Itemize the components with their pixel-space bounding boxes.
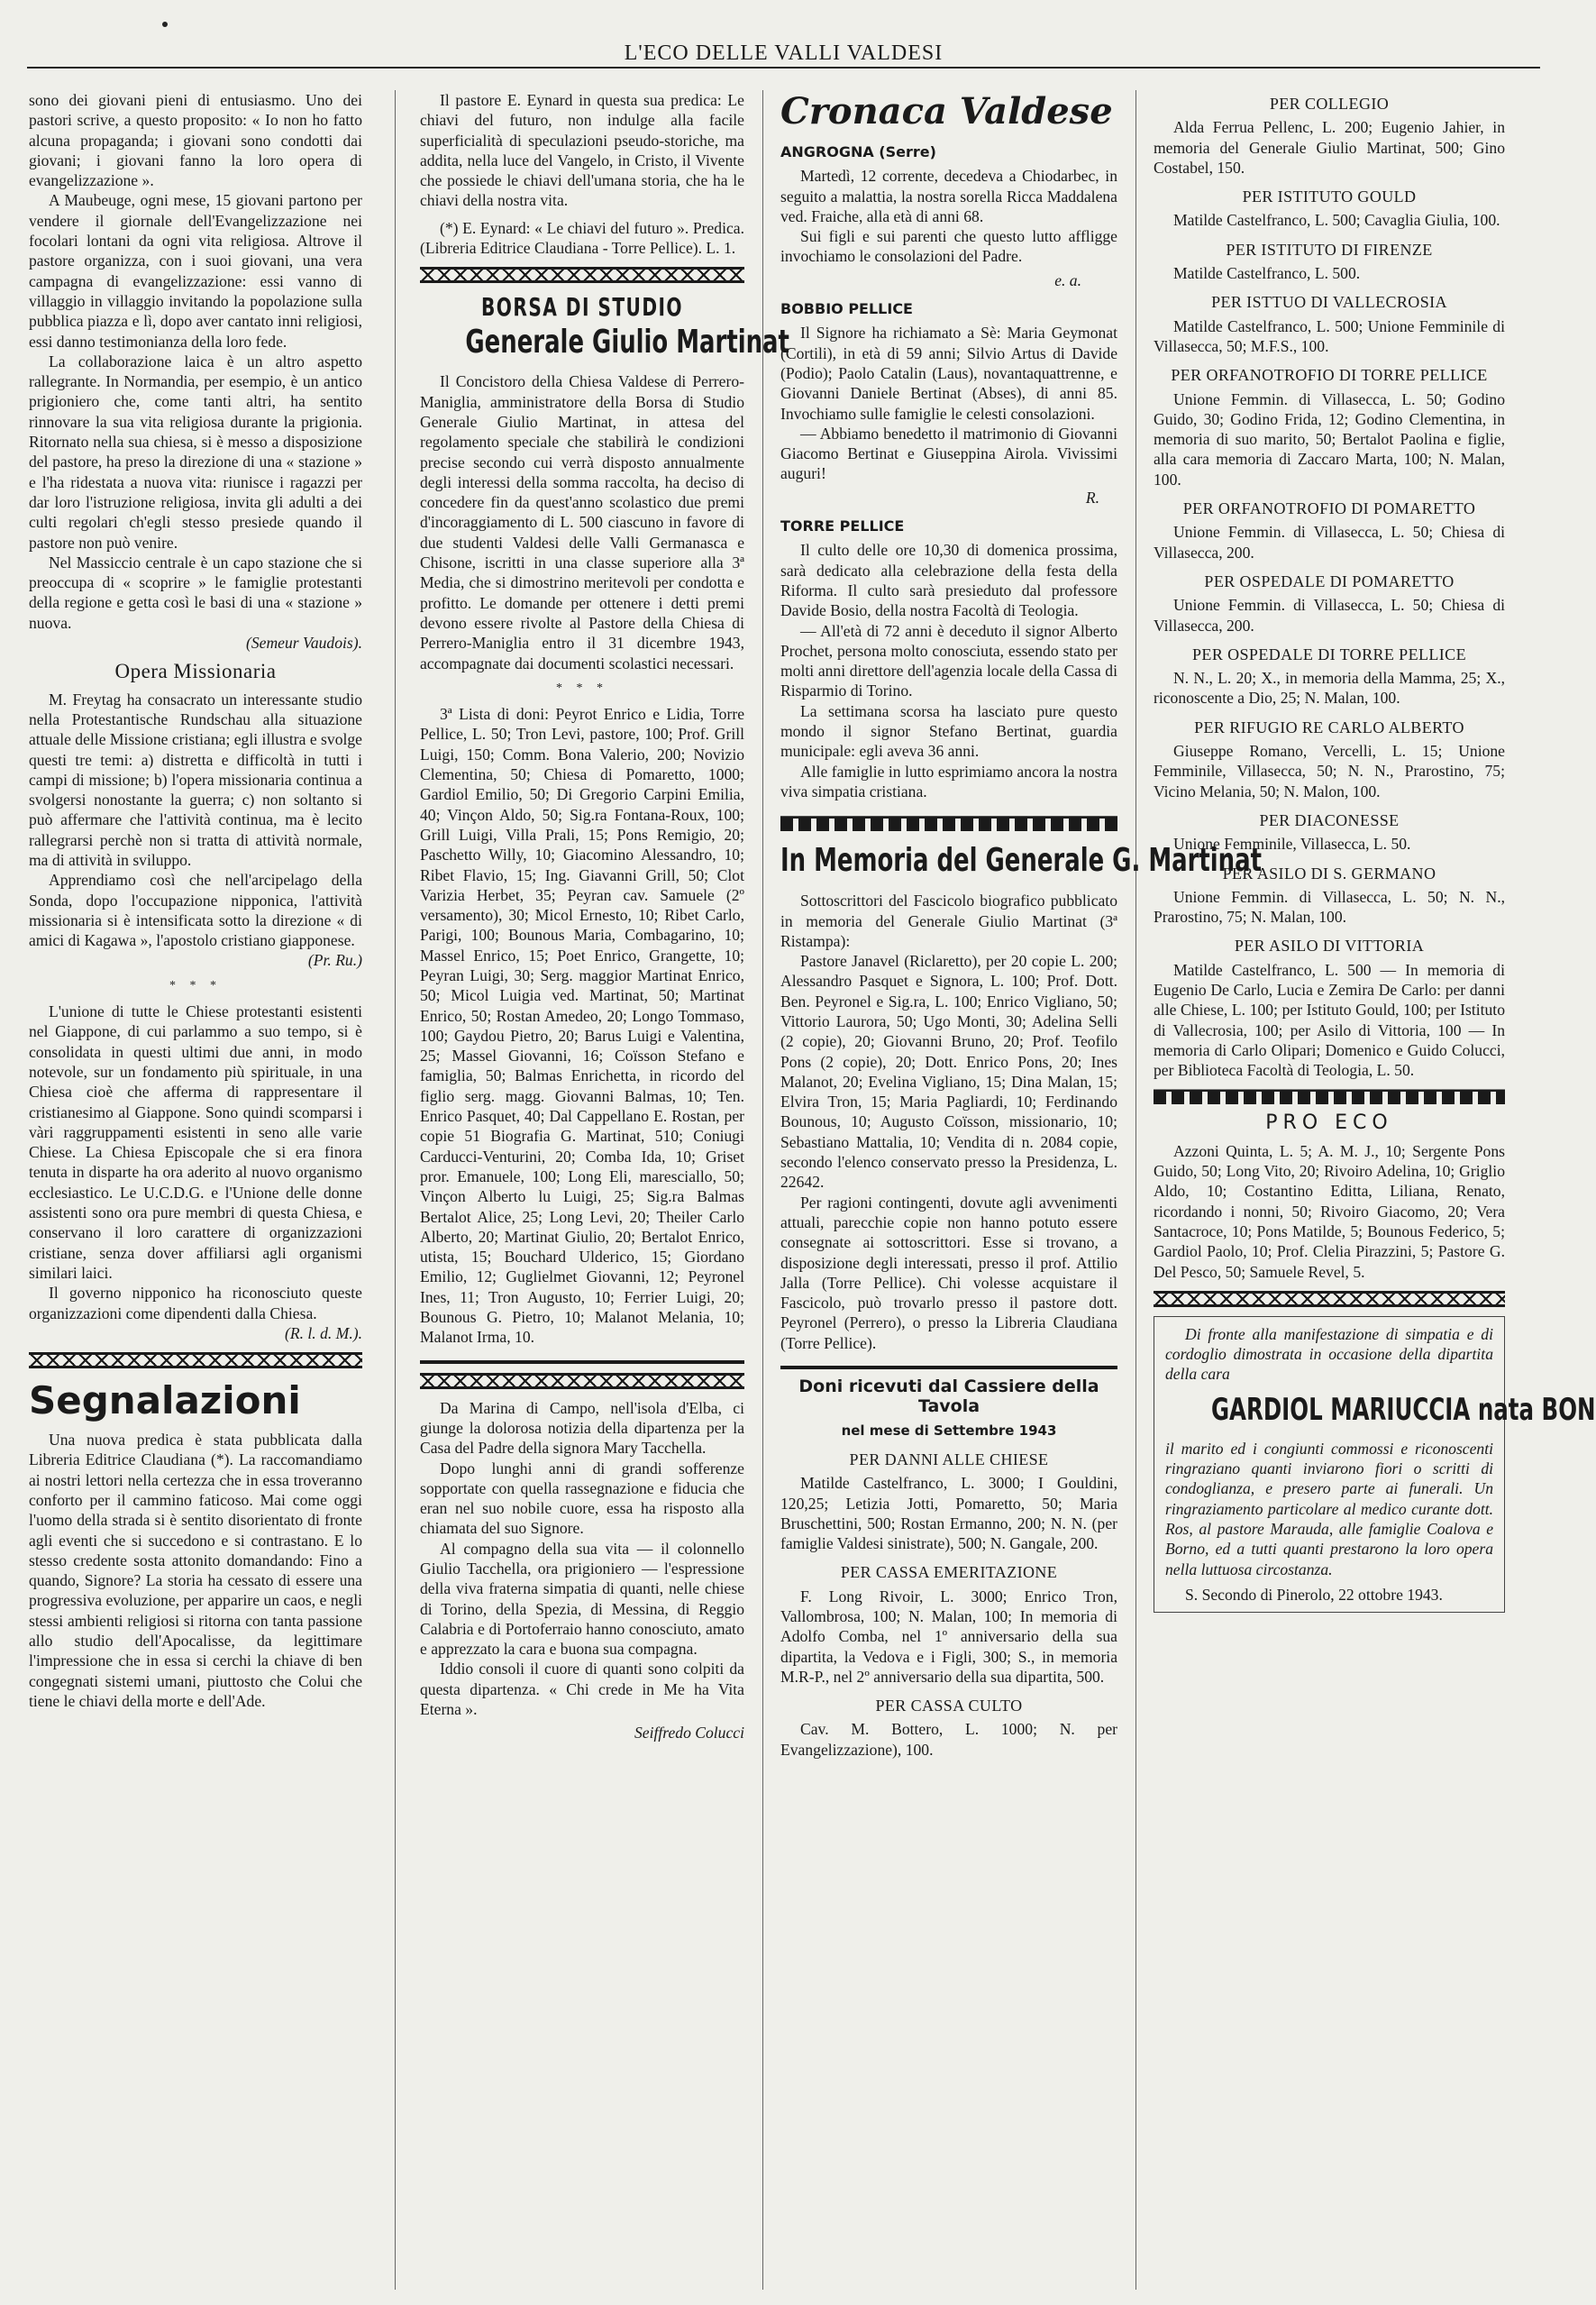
donor-list: Matilde Castelfranco, L. 500. xyxy=(1173,264,1361,283)
fund-heading: PER CASSA EMERITAZIONE xyxy=(840,1563,1058,1582)
fund-heading: PER ISTITUTO DI FIRENZE xyxy=(1226,240,1433,259)
fund-heading: PER ASILO DI S. GERMANO xyxy=(1222,864,1436,883)
column-divider xyxy=(1135,90,1136,2290)
section-heading: Segnalazioni xyxy=(29,1378,301,1423)
separator-stars: * * * xyxy=(556,681,608,695)
fund-heading: PER DANNI ALLE CHIESE xyxy=(849,1450,1049,1468)
ornamental-rule xyxy=(780,816,1117,831)
ornamental-rule xyxy=(1154,1291,1505,1307)
footnote: (*) E. Eynard: « Le chiavi del futuro ». Predica. (Libreria Editrice Claudiana - Torre Pellice). L. 1. xyxy=(420,218,744,258)
section-heading: PRO ECO xyxy=(1265,1111,1393,1135)
paragraph: Il culto delle ore 10,30 di domenica prossima, sarà dedicato alla celebrazione della festa della Riforma. Il culto sarà presieduto dal professore Davide Bosio, della nostra Facoltà di Teologia. xyxy=(780,541,1117,620)
paragraph: il marito ed i congiunti commossi e riconoscenti ringraziano quanti inviarono fiori o scritti di condoglianza, e presero parte ai funerali. Un ringraziamento particolare al medico curante dott. Ros, al pastore Marauda, alle famiglie Coalova e Borno, ed a tutti quanti prestarono la loro opera nella luttuosa circostanza. xyxy=(1165,1439,1493,1578)
paragraph: — All'età di 72 anni è deceduto il signor Alberto Prochet, persona molto conosciuta, essendo stato per molti anni direttore dell'agenzia locale della Cassa di Risparmio di Torino. xyxy=(780,621,1117,700)
paragraph: Il Concistoro della Chiesa Valdese di Perrero-Maniglia, amministratore della Borsa di Studio Generale Giulio Martinat, in attesa del regolamento speciale che stabilirà le condizioni precise secondo cui verrà disposto annualmente degli interessi della somma raccolta, ha deciso di concedere fin da quest'anno scolastico due premi d'incoraggiamento di L. 500 ciascuno in favore di due studenti Valdesi delle Valli Germanasca e Chisone, iscritti in una classe superiore alla 3ª Media, che si dimostrino meritevoli per condotta e profitto. Le domande per ottenere i detti premi devono essere rivolte al Pastore della Chiesa di Perrero-Maniglia entro il 31 dicembre 1943, accompagnate dai documenti scolastici necessari. xyxy=(420,372,744,672)
author-signature: e. a. xyxy=(1054,270,1081,289)
paragraph: Apprendiamo così che nell'arcipelago della Sonda, dopo l'occupazione nipponica, l'attività missionaria si è intensificata sotto la direzione « di amici di Kagawa », l'apostolo cristiano giapponese. xyxy=(29,871,362,950)
donor-list: Matilde Castelfranco, L. 500; Cavaglia Giulia, 100. xyxy=(1173,211,1500,230)
donor-list: Alda Ferrua Pellenc, L. 200; Eugenio Jahier, in memoria del Generale Giulio Martinat, 500; Gino Costabel, 150. xyxy=(1154,118,1505,177)
section-subheading: nel mese di Settembre 1943 xyxy=(841,1422,1057,1439)
donor-list: Unione Femminile, Villasecca, L. 50. xyxy=(1173,835,1411,854)
donor-list: Unione Femmin. di Villasecca, L. 50; Godino Guido, 30; Godino Frida, 12; Godino Clementina, in memoria di suo marito, 50; Bertalot Paolina e figlie, alla cara memoria di Zaccaro Marta, 100; N. Malan, 100. xyxy=(1154,389,1505,489)
paragraph: Il pastore E. Eynard in questa sua predica: Le chiavi del futuro, non indulge alla facile superficialità di speculazioni pseudo-storiche, ma addita, nella luce del Vangelo, in Cristo, il Vivente che possiede le chiavi dell'umana storia, che ha le chiavi della nostra vita. xyxy=(420,91,744,210)
fund-heading: PER CASSA CULTO xyxy=(875,1697,1023,1715)
source-signature: (Semeur Vaudois). xyxy=(246,634,362,653)
donor-list: Unione Femmin. di Villasecca, L. 50; N. N., Prarostino, 75; N. Malan, 100. xyxy=(1154,887,1505,927)
paragraph: Sui figli e sui parenti che questo lutto affligge invochiamo le consolazioni del Padre. xyxy=(780,227,1117,266)
paragraph: Da Marina di Campo, nell'isola d'Elba, ci giunge la dolorosa notizia della dipartenza per la Casa del Padre della signora Mary Tacchella. xyxy=(420,1398,744,1458)
fund-heading: PER OSPEDALE DI POMARETTO xyxy=(1204,572,1455,590)
donor-list: Giuseppe Romano, Vercelli, L. 15; Unione Femminile, Villasecca, 50; N. N., Prarostino, 75; Vicino Melania, 50; N. Malon, 100. xyxy=(1154,742,1505,800)
donor-list: Unione Femmin. di Villasecca, L. 50; Chiesa di Villasecca, 200. xyxy=(1154,596,1505,635)
masthead-rule xyxy=(27,67,1540,69)
paragraph: Il Signore ha richiamato a Sè: Maria Geymonat (Cortili), in età di 59 anni; Silvio Artus di Davide (Podio); Paolo Catalin (Laus), novantaquattrenne, e Giovanni Daniele Bertinat (Abses), di anni 85. Invochiamo sulle famiglie le celesti consolazioni. xyxy=(780,324,1117,423)
column-divider xyxy=(762,90,763,2290)
paragraph: sono dei giovani pieni di entusiasmo. Uno dei pastori scrive, a questo proposito: « Io non ho fatto alcuna propaganda; i giovani sono condotti dai giovani; i giovani fanno la loro opera di evangelizzazione ». xyxy=(29,91,362,190)
column-3 xyxy=(780,90,1263,2290)
source-signature: (Pr. Ru.) xyxy=(307,951,362,970)
paragraph: Una nuova predica è stata pubblicata dalla Libreria Editrice Claudiana (*). La raccomandiamo ai nostri lettori nella certezza che in essa troveranno conforto per il cammino faticoso. Mai come oggi l'uomo della strada si è sentito disorientato di fronte agli eventi che si succedono e si contrastano. E lo stesso credente sosta attonito domandando: Fino a quando, Signore? La storia ha cessato di essere una progressiva evoluzione, per apparire un caos, e negli stessi ambienti religiosi si ritorna con tanta passione allo studio dell'Apocalisse, da legittimare l'impressione che in essa si cerchi la chiave di ben congegnati sistemi umani, piuttosto che Colui che tiene le chiavi della morte e dell'Ade. xyxy=(29,1431,362,1710)
section-heading: Generale Giulio Martinat xyxy=(465,324,789,361)
column-2 xyxy=(420,90,789,2290)
donor-list: Matilde Castelfranco, L. 500 — In memoria di Eugenio De Carlo, Lucia e Zemira De Carlo: per danni alle Chiese, L. 100; per Istituto Gould, 100; per Istituto di Vallecrosia, 100; per Asilo di Vittoria, 100 — In memoria di Carlo Olipari; Domenico e Guido Colucci, per Biblioteca Facoltà di Teologia, L. 50. xyxy=(1154,960,1505,1080)
fund-heading: PER DIACONESSE xyxy=(1259,810,1400,829)
ornamental-rule xyxy=(1154,1089,1505,1104)
column-4 xyxy=(1154,90,1596,2290)
paragraph: Iddio consoli il cuore di quanti sono colpiti da questa dipartenza. « Chi crede in Me ha Vita Eterna ». xyxy=(420,1660,744,1719)
donor-list: 3ª Lista di doni: Peyrot Enrico e Lidia, Torre Pellice, L. 50; Tron Levi, pastore, 100; Prof. Grill Luigi, 150; Comm. Bona Valerio, 200; Novizio Clementina, 50; Chiesa di Pomaretto, 1000; Gardiol Emilio, 50; Di Gregorio Carpini Emilia, 40; Vinçon Aldo, 50; Sig.ra Fontana-Roux, 100; Grill Luigi, Villa Prali, 15; Pons Remigio, 20; Paschetto Willy, 10; Giacomino Alessandro, 10; Ribet Flavio, 15; Ing. Giavanni Grill, 50; Clot Varizia Herbet, 35; Peyran cav. Samuele (2º versamento), 30; Micol Ernesto, 10; Ribet Carlo, Parigi, 100; Bounous Maria, Combagarino, 10; Massel Enrico, 15; Poet Enrico, Grangette, 10; Peyran Luigi, 30; Serg. maggior Martinat Enrico, 50; Micol Luigia ved. Martinat, 50; Martinat Enrico, 50; Rostan Amedeo, 20; Longo Tommaso, 100; Gaydou Pietro, 20; Barus Luigi e Valentina, 25; Massel Giovanni, 16; Coïsson Stefano e famiglia, 50; Balmas Enrichetta, in ricordo del figlio serg. magg. Giovanni Balmas, 10; Ten. Enrico Pasquet, 40; Dal Cappellano E. Rostan, per copie 51 Biografia G. Martinat, 510; Coniugi Carducci-Venturini, 20; Comba Ida, 10; Griset pror. Emanuele, 100; Long Eli, maresciallo, 50; Vinçon Alberto lu Luigi, 25; Sig.ra Balmas Bertalot Alice, 25; Long Levi, 20; Theiler Carlo Alberto, 20; Martinat Giulio, 20; Bertalot Enrico, utista, 15; Bouchard Ulderico, 15; Giordano Emilio, 12; Guglielmet Giovanni, 12; Peyronel Ines, 11; Tron Augusto, 10; Ferrier Luigi, 20; Bounous G. Pietro, 10; Malanot Melania, 10; Malanot Irma, 10. xyxy=(420,705,744,1347)
place-date: S. Secondo di Pinerolo, 22 ottobre 1943. xyxy=(1185,1585,1443,1604)
paragraph: Dopo lunghi anni di grandi sofferenze sopportate con quella rassegnazione e fiducia che eran nel suo nobile cuore, essa ha risposto alla chiamata del suo Signore. xyxy=(420,1459,744,1538)
place-heading: BOBBIO PELLICE xyxy=(780,300,913,318)
donor-list: Matilde Castelfranco, L. 500; Unione Femminile di Villasecca, 50; M.F.S., 100. xyxy=(1154,316,1505,355)
paragraph: La collaborazione laica è un altro aspetto rallegrante. In Normandia, per esempio, è un antico prigioniero che, come tanti altri, ha sentito rinnovare la sua vita religiosa durante la prigionia. Ritornato nella sua chiesa, si è messo a disposizione del pastore, ha preso la direzione di una « stazione » e l'ha ridestata a nuova vita: riunisce i ragazzi per dar loro l'istruzione religiosa, invita gli adulti a dei culti regolari ch'egli stesso presiede quando il pastore non può venire. xyxy=(29,352,362,552)
fund-heading: PER COLLEGIO xyxy=(1269,95,1390,113)
paragraph: M. Freytag ha consacrato un interessante studio nella Protestantische Rundschau alla situazione attuale delle Missione cristiana; egli illustra e svolge questi tre temi: a) distretta e difficoltà in tutti i campi di missione; b) l'opera missionaria continua a svolgersi nonostante la guerra; c) non soltanto si può affermare che l'attività continua, ma è lecito rallegrarsi perchè non si tratta di attività normale, ma di attività in sviluppo. xyxy=(29,690,362,869)
paragraph: La settimana scorsa ha lasciato pure questo mondo il signor Stefano Bertinat, guardia municipale: egli aveva 36 anni. xyxy=(780,701,1117,761)
column-divider xyxy=(395,90,396,2290)
newspaper-title: L'ECO DELLE VALLI VALDESI xyxy=(624,41,944,65)
donor-list: Matilde Castelfranco, L. 3000; I Gouldini, 120,25; Letizia Jotti, Pomaretto, 50; Maria Bruschettini, 500; Rostan Ermanno, 200; N. N. (per famiglie Valdesi sinistrate), 500; N. Gangale, 200. xyxy=(780,1474,1117,1553)
fund-heading: PER ASILO DI VITTORIA xyxy=(1234,937,1425,956)
donor-list: N. N., L. 20; X., in memoria della Mamma, 25; X., riconoscente a Dio, 25; N. Malan, 100. xyxy=(1154,669,1505,708)
fund-heading: PER OSPEDALE DI TORRE PELLICE xyxy=(1192,645,1466,663)
paragraph: Il governo nipponico ha riconosciuto queste organizzazioni come dipendenti dalla Chiesa. xyxy=(29,1284,362,1322)
paragraph: Sottoscrittori del Fascicolo biografico pubblicato in memoria del Generale Giulio Martinat (3ª Ristampa): xyxy=(780,892,1117,950)
place-heading: TORRE PELLICE xyxy=(780,517,905,535)
divider xyxy=(420,1360,744,1364)
ornamental-rule xyxy=(420,267,744,283)
paragraph: Al compagno della sua vita — il colonnello Giulio Tacchella, ora prigioniero — l'espressione della viva fraterna simpatia di quanti, nelle chiese di Torino, della Spezia, di Messina, di Reggio Calabria e di Portoferraio hanno conosciuto, amato e apprezzato la cara e buona sua compagna. xyxy=(420,1539,744,1659)
paragraph: Martedì, 12 corrente, decedeva a Chiodarbec, in seguito a malattia, la nostra sorella Ricca Maddalena ved. Fraiche, alla età di anni 68. xyxy=(780,167,1117,225)
donor-list: Azzoni Quinta, L. 5; A. M. J., 10; Sergente Pons Guido, 50; Long Vito, 20; Rivoiro Adelina, 10; Griglio Aldo, 10; Costantino Editta, Liliana, Renato, ricordando i nonni, 50; Rivoiro Giacomo, 20; Vera Santacroce, 10; Pons Matilde, 5; Bounous Federico, 5; Gardiol Paolo, 10; Prof. Clelia Pirazzini, 5; Pastore G. Del Pesco, 50; Samuele Revel, 5. xyxy=(1154,1141,1505,1281)
donor-list: Pastore Janavel (Riclaretto), per 20 copie L. 200; Alessandro Pasquet e Signora, L. 100; Prof. Dott. Ben. Peyronel e Sig.ra, L. 100; Enrico Vigliano, 50; Vittorio Laurora, 50; Ugo Monti, 30; Adelina Selli (2 copie), 20; Giovanni Bruno, 20; Prof. Teofilo Pons (2 copie), 20; Dott. Enrico Pons, 20; Ines Malanot, 20; Evelina Vigliano, 15; Dina Malan, 15; Elvira Tron, 15; Maria Pagliardi, 10; Ferdinando Bounous, 10; Augusto Coïsson, missionario, 10; Sebastiano Mattalia, 10; Vendita di n. 2084 copie, secondo l'elenco conservato presso la Presidenza, L. 22642. xyxy=(780,952,1117,1192)
author-signature: Seiffredo Colucci xyxy=(634,1724,744,1742)
fund-heading: PER ORFANOTROFIO DI POMARETTO xyxy=(1182,499,1476,518)
paragraph: Alle famiglie in lutto esprimiamo ancora la nostra viva simpatia cristiana. xyxy=(780,762,1117,800)
fund-heading: PER ISTITUTO GOULD xyxy=(1242,188,1417,206)
ornamental-rule xyxy=(29,1352,362,1368)
print-mark xyxy=(162,22,168,27)
section-heading: BORSA DI STUDIO xyxy=(480,292,684,323)
separator-stars: * * * xyxy=(169,978,222,992)
place-heading: ANGROGNA (Serre) xyxy=(780,143,936,160)
section-heading: Cronaca Valdese xyxy=(780,90,1113,133)
donor-list: Cav. M. Bottero, L. 1000; N. per Evangelizzazione), 100. xyxy=(780,1720,1117,1759)
ornamental-rule xyxy=(420,1373,744,1389)
paragraph: L'unione di tutte le Chiese protestanti esistenti nel Giappone, di cui parlammo a suo tempo, si è consolidata in questi ultimi due anni, in modo notevole, sur un fondamento più spirituale, in una Chiesa cioè che afferma di rappresentare il cristianesimo al Giappone. Sono quindi scomparsi i vàri raggruppamenti esistenti in seno alle varie Chiese. La Chiesa Episcopale che si era finora tenuta in disparte ha ora aderito al nuovo organismo ecclesiastico. Le U.C.D.G. e l'Unione delle donne assistenti sono ora pure membri di questa Chiesa, e conservano il loro carattere di organizzazioni cristiane, senza dover affiliarsi agli organismi similari laici. xyxy=(29,1002,362,1282)
paragraph: A Maubeuge, ogni mese, 15 giovani partono per vendere il giornale dell'Evangelizzazione nei focolari lontani da ogni vita religiosa. Altrove il pastore organizza, con i suoi giovani, una vera campagna di evangelizzazione: essi vanno di villaggio in villaggio invitando la popolazione sulla pubblica piazza e lì, dopo aver cantato inni religiosi, essi danno testimonianza della loro fede. xyxy=(29,191,362,351)
paragraph: Per ragioni contingenti, dovute agli avvenimenti attuali, parecchie copie non hanno potuto essere consegnate ai sottoscrittori. Esse si trovano, a disposizione degli interessati, presso il prof. Attilio Jalla (Torre Pellice). Chi volesse acquistare il Fascicolo, può trovarlo presso il pastore dott. Peyronel (Perrero), o presso la Libreria Claudiana (Torre Pellice). xyxy=(780,1193,1117,1352)
fund-heading: PER RIFUGIO RE CARLO ALBERTO xyxy=(1194,718,1464,736)
section-heading: Doni ricevuti dal Cassiere della Tavola xyxy=(798,1377,1099,1417)
thanks-notice xyxy=(1154,1316,1596,1613)
column-1 xyxy=(29,90,362,2290)
donor-list: Unione Femmin. di Villasecca, L. 50; Chiesa di Villasecca, 200. xyxy=(1154,523,1505,562)
fund-heading: PER ISTTUO DI VALLECROSIA xyxy=(1211,293,1447,312)
paragraph: Nel Massiccio centrale è un capo stazione che si preoccupa di « scoprire » le famiglie protestanti della regione e getta così le basi di una « stazione » nuova. xyxy=(29,553,362,632)
section-heading: In Memoria del Generale G. Martinat xyxy=(780,842,1263,880)
section-heading: Opera Missionaria xyxy=(114,660,277,683)
deceased-name: GARDIOL MARIUCCIA nata BON xyxy=(1210,1391,1596,1428)
donor-list: F. Long Rivoir, L. 3000; Enrico Tron, Vallombrosa, 100; N. Malan, 100; In memoria di Adolfo Comba, nel 1º anniversario della sua dipartita, la Vedova e i Figli, 300; S., in memoria M.R-P., nel 2º anniversario della sua dipartita, 500. xyxy=(780,1587,1117,1686)
source-signature: (R. l. d. M.). xyxy=(285,1323,362,1342)
divider xyxy=(780,1366,1117,1369)
masthead xyxy=(0,36,1567,72)
paragraph: Di fronte alla manifestazione di simpatia e di cordoglio dimostrata in occasione della dipartita della cara xyxy=(1165,1324,1493,1384)
author-signature: R. xyxy=(1085,488,1099,507)
paragraph: — Abbiamo benedetto il matrimonio di Giovanni Giacomo Bertinat e Giuseppina Airola. Vivissimi auguri! xyxy=(780,424,1117,483)
fund-heading: PER ORFANOTROFIO DI TORRE PELLICE xyxy=(1171,366,1488,385)
